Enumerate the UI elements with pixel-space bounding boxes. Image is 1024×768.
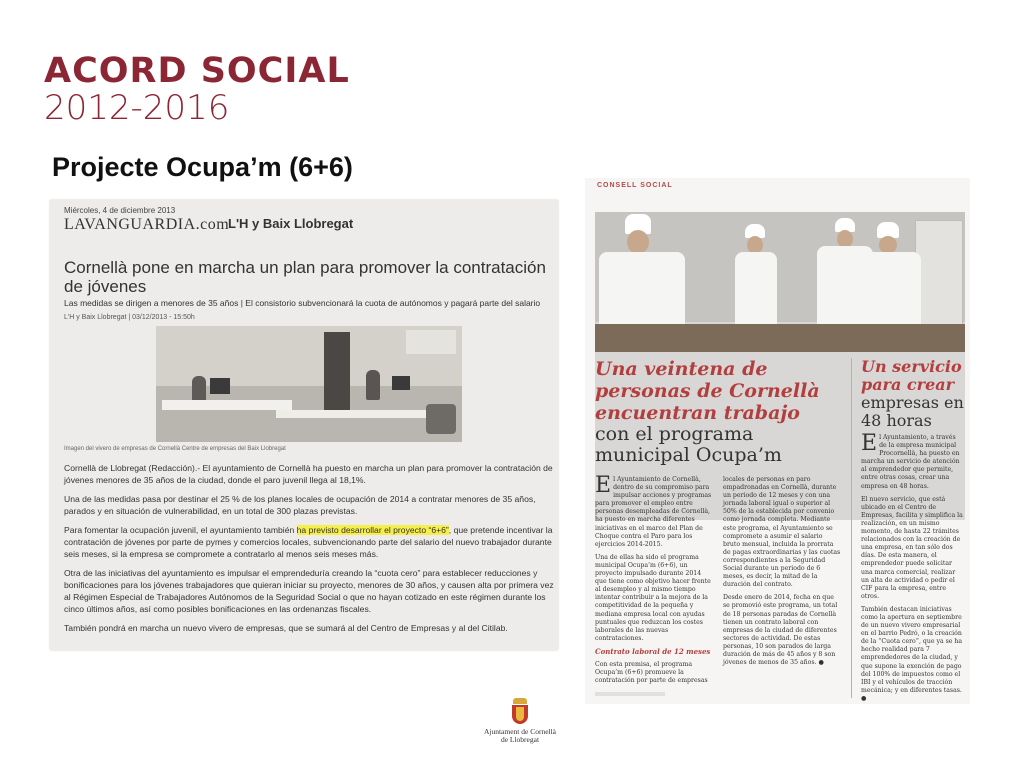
article-paragraph: Desde enero de 2014, fecha en que se promovió este programa, un total de 18 personas paradas de Cornellà tienen un contrato laboral con empresas de la ciudad de diferentes sectores de actividad. De estas personas, 10 son parados de larga duración de más de 45 años y 8 son jóvenes de menos de 35 años. ● (723, 594, 838, 667)
photo-caption: Imagen del vivero de empresas de Cornellà Centre de empresas del Baix Llobregat (64, 446, 286, 452)
brand-logo (44, 52, 350, 126)
newspaper-clipping-lavanguardia (50, 200, 558, 650)
sidebar-column: El Ayuntamiento, a través de la empresa municipal Procornellà, ha puesto en marcha un servicio de atención al emprendedor que permite, entre otras cosas, crear una empresa en 48 horas. El nuevo servicio, que está ubicado en el Centro de Empresas, facilita y simplifica la realización, en un mismo momento, de hasta 22 trámites relacionados con la creación de una empresa, en tan sólo dos días. De esta manera, el emprendedor puede solicitar una marca comercial, realizar un alta de actividad o pedir el CIF para la empresa, entre otros. También destacan iniciativas como la apertura en septiembre de un nuevo vivero empresarial en el barrio Pedró, o la creación de la “Cuota cero”, que ya se ha hecho realidad para 7 emprendedores de la ciudad, y que supone la exención de pago del 100% de impuestos como el IBI y el vehículos de tracción mecánica; y en diferentes tasas. ● (861, 434, 965, 704)
clip-date: Miércoles, 4 de diciembre 2013 (64, 206, 176, 215)
article-column-2 (723, 476, 841, 672)
brand-title: ACORD SOCIAL (44, 51, 350, 91)
lavanguardia-logo: LAVANGUARDIA.com (64, 216, 230, 233)
coat-of-arms-icon (510, 698, 530, 726)
slide-title: Projecte Ocupa’m (6+6) (52, 152, 353, 182)
dropcap: E (861, 431, 878, 456)
article-column-1: El Ayuntamiento de Cornellà, dentro de su compromiso para impulsar acciones y programas para promover el empleo entre personas desempleadas de Cornellà, ha puesto en marcha diferentes iniciativas en el marco del Plan de Choque contra el Paro para los ejercicios 2014-2015. Una de ellas ha sido el programa municipal Ocupa’m (6+6), un proyecto impulsado durante 2014 que tiene como objetivo hacer frente al desempleo y al mismo tiempo intentar contribuir a la mejora de la competitividad de la pequeña y mediana empresa local con ayudas puntuales que reduzcan los costes laborales de las nuevas contrataciones. Contrato laboral de 12 meses Con esta premisa, el programa Ocupa’m (6+6) promueve la contratación por parte de empresas (595, 473, 712, 685)
section-label: CONSELL SOCIAL (597, 182, 673, 189)
clip-footer-mark (595, 692, 665, 696)
clip-paragraph: Cornellà de Llobregat (Redacción).- El ayuntamiento de Cornellà ha puesto en marcha un plan para promover la contratación de jóvenes menores de 35 años de la ciudad, donde el paro juvenil llega al 18,1%. (64, 463, 553, 485)
sidebar-headline-continued: empresas en 48 horas (861, 393, 964, 430)
clip-paragraph: Otra de las iniciativas del ayuntamiento es impulsar el emprendeduría creando la “cuota cero” para establecer reducciones y bonificaciones para los jóvenes trabajadores que quieran iniciar su proyecto, menores de 30 años, y causen alta por primera vez al Régimen Especial de Trabajadores Autónomos de la Seguridad Social o que no hayan cotizado en este régimen durante los cinco últimos años, así como posibles bonificaciones en las ordenanzas fiscales. (64, 568, 554, 614)
article-subhead: Contrato laboral de 12 meses (595, 646, 711, 656)
clip-subtitle: Las medidas se dirigen a menores de 35 años | El consistorio subvencionará la cuota de autónomos y pagará parte del salario (64, 298, 541, 308)
dropcap: E (595, 473, 612, 498)
column-rule (851, 358, 852, 698)
highlighted-text: ha previsto desarrollar el proyecto “6+6” (296, 525, 449, 535)
ajuntament-name: Ajuntament de Cornellà de Llobregat (483, 727, 557, 744)
clip-section: L'H y Baix Llobregat (228, 216, 354, 231)
article-paragraph: Una de ellas ha sido el programa municipal Ocupa’m (6+6), un proyecto impulsado durante 2014 que tiene como objetivo hacer frente al desempleo y al mismo tiempo intentar contribuir a la mejora de la competitividad de la pequeña y mediana empresa local con ayudas puntuales que reduzcan los costes laborales de las nuevas contrataciones. (595, 553, 711, 642)
office-photo (156, 326, 462, 442)
ajuntament-logo (480, 698, 560, 744)
sidebar-headline: Un servicio para crear (861, 357, 962, 394)
sidebar-paragraph: El nuevo servicio, que está ubicado en el Centro de Empresas, facilita y simplifica la realización, en un mismo momento, de hasta 22 trámites relacionados con la creación de una empresa, en tan sólo dos días. De esta manera, el emprendedor puede solicitar una marca comercial, realizar un alta de actividad o pedir el CIF para la empresa, entre otros. (861, 495, 963, 600)
article-paragraph: Con esta premisa, el programa Ocupa’m (6+6) promueve la contratación por parte de empresas (595, 660, 708, 685)
clip-byline: L'H y Baix Llobregat | 03/12/2013 - 15:50h (64, 314, 195, 321)
article-headline: Una veintena de personas de Cornellà encuentran trabajo (595, 358, 820, 424)
clip-body (64, 462, 556, 641)
magazine-clipping-consell-social (585, 178, 970, 704)
clip-headline: Cornellà pone en marcha un plan para promover la contratación de jóvenes (64, 258, 546, 296)
clip-paragraph: Una de las medidas pasa por destinar el 25 % de los planes locales de ocupación de 2014 a contratar menores de 35 años, parados y en situación de vulnerabilidad, en un total de 300 plazas previstas. (64, 494, 536, 516)
article-paragraph: locales de personas en paro empadronadas en Cornellà, durante un periodo de 12 meses y con una jornada laboral igual o superior al 50% de la establecida por convenio como jornada completa. Mediante este programa, el Ayuntamiento se compromete a asumir el salario bruto mensual, incluida la prorrata de pagas extraordinarias y las cuotas correspondientes a la Seguridad Social durante un periodo de 6 meses, es decir, la mitad de la duración del contrato. (723, 476, 841, 589)
brand-years: 2012-2016 (44, 88, 230, 128)
clip-paragraph-highlighted: Para fomentar la ocupación juvenil, el ayuntamiento también ha previsto desarrollar el proyecto “6+6”, que pretende incentivar la contratación de jóvenes por parte de pymes y comercios locales, subvencionando parte del salario del nuevo trabajador durante seis meses, si la empresa se compromete a contratarlo al menos seis meses más. (64, 525, 553, 559)
clip-paragraph: También pondrá en marcha un nuevo vivero de empresas, que se sumará al del Centro de Empresas y al del Citilab. (64, 623, 508, 633)
sidebar-paragraph: También destacan iniciativas como la apertura en septiembre de un nuevo vivero empresarial en el barrio Pedró, o la creación de la “Cuota cero”, que ya se ha hecho realidad para 7 emprendedores de la ciudad, y que supone la exención de pago del 100% de impuestos como el IBI y el vehículos de tracción mecánica; y en diferentes tasas. ● (861, 605, 963, 702)
article-headline-continued: con el programa municipal Ocupa’m (595, 423, 782, 466)
